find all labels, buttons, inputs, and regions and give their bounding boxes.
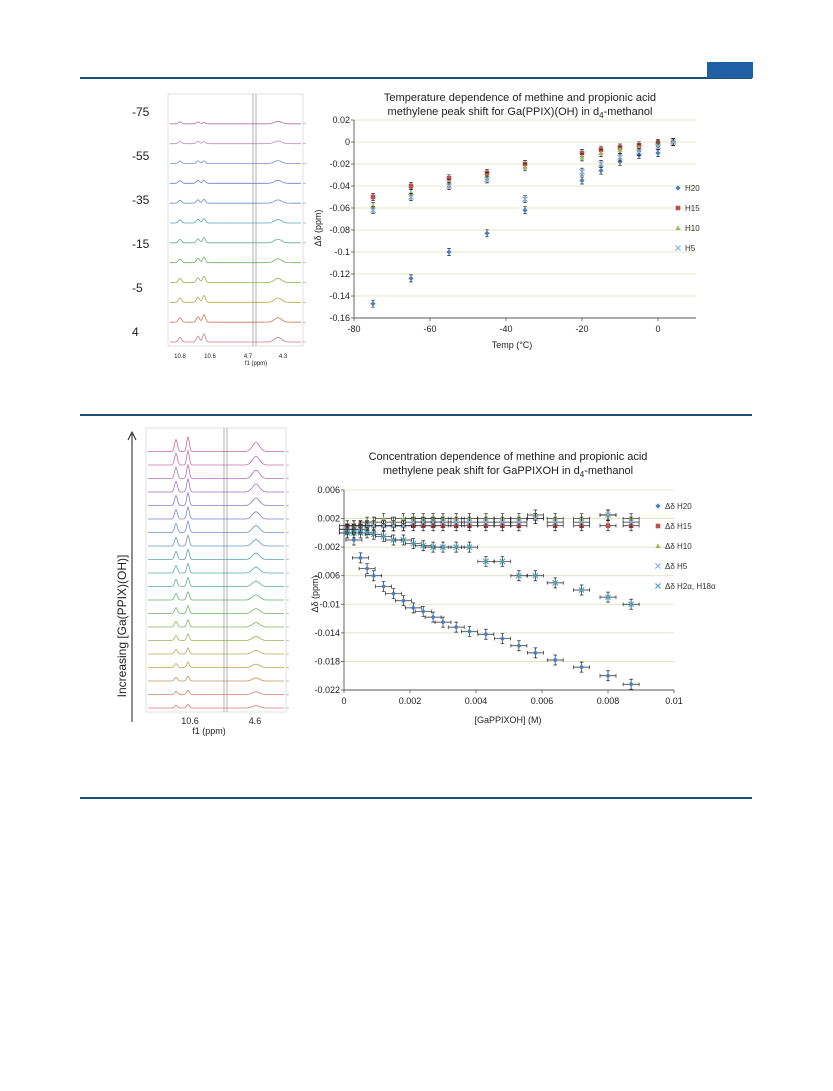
spectrum-trace: [170, 180, 301, 183]
data-point: [598, 168, 603, 173]
y-tick-label: -0.12: [329, 269, 350, 279]
spectrum-trace: [170, 141, 301, 144]
data-point: [655, 150, 660, 155]
temperature-chart: [310, 88, 730, 358]
data-point: [371, 195, 376, 200]
y-tick-label: -0.14: [329, 291, 350, 301]
y-tick-label: -0.1: [334, 247, 350, 257]
data-point: [579, 155, 584, 160]
y-tick-label: -0.022: [314, 685, 340, 695]
legend-label: H15: [685, 204, 700, 213]
spectrum-trace: [170, 238, 301, 243]
legend-label: H10: [685, 224, 700, 233]
spectrum-trace: [148, 437, 284, 452]
temperature-label: -55: [132, 149, 150, 163]
spectrum-trace: [148, 563, 284, 573]
legend-label: Δδ H5: [665, 562, 688, 571]
spectrum-trace: [148, 521, 284, 532]
x-tick-label: -60: [423, 324, 437, 334]
data-point: [446, 249, 451, 254]
legend-marker: [656, 524, 661, 529]
data-point: [605, 673, 610, 678]
data-point: [408, 276, 413, 281]
legend-marker: [675, 225, 680, 230]
chart2-ylabel: Δδ (ppm): [310, 575, 320, 613]
legend-marker: [655, 563, 660, 568]
spectrum-trace: [148, 535, 284, 546]
nmr-spectra-concentration: [108, 426, 298, 766]
data-point: [484, 231, 489, 236]
spectrum-trace: [148, 578, 284, 587]
x-tick-label: 0.002: [398, 696, 422, 706]
spectrum-trace: [148, 592, 284, 600]
data-point: [579, 178, 584, 183]
series-4: [370, 139, 675, 214]
data-point: [381, 584, 386, 589]
data-point: [358, 555, 363, 560]
spectrum-trace: [148, 648, 284, 654]
data-point: [440, 620, 445, 625]
x-tick-label: 0: [655, 324, 661, 334]
x-tick-label: 0.006: [530, 696, 554, 706]
spectra-axis-label: f1 (ppm): [192, 726, 226, 736]
page-corner-block: [707, 62, 753, 78]
spectrum-trace: [148, 662, 284, 667]
chart1-title-sub: 4: [599, 111, 604, 120]
chart2-title-line1: Concentration dependence of methine and propionic acid: [368, 451, 648, 463]
spectrum-trace: [170, 161, 301, 164]
spectrum-trace: [170, 199, 301, 203]
temperature-label: -15: [132, 237, 150, 251]
concentration-chart: [300, 448, 740, 728]
spectrum-trace: [170, 315, 301, 323]
spectrum-trace: [170, 219, 301, 224]
legend-marker: [676, 206, 681, 211]
chart2-title-tail: -methanol: [584, 465, 634, 477]
chart1-title-line1: Temperature dependence of methine and propionic acid: [383, 92, 657, 104]
spectrum-trace: [170, 276, 301, 282]
chart2-title-sub: 4: [579, 470, 585, 479]
chart1-xlabel: Temp (°C): [491, 340, 533, 350]
spectra-frame: [146, 428, 286, 712]
y-tick-label: 0.006: [317, 485, 340, 495]
spectrum-trace: [148, 676, 284, 681]
data-point: [533, 650, 538, 655]
spectrum-trace: [148, 465, 284, 479]
spectra-frame: [168, 94, 303, 346]
y-tick-label: -0.01: [319, 599, 340, 610]
x-tick-label: 0: [341, 696, 347, 706]
temperature-label: 4: [132, 325, 139, 339]
data-point: [516, 643, 521, 648]
spectrum-trace: [148, 507, 284, 519]
bottom-rule: [80, 797, 752, 799]
x-tick-label: -40: [499, 324, 513, 334]
y-tick-label: 0.02: [332, 115, 350, 125]
legend-label: Δδ H15: [665, 522, 692, 531]
legend-marker: [655, 503, 660, 508]
chart1-title-tail: -methanol: [603, 106, 653, 118]
series-1: [339, 528, 639, 689]
data-point: [431, 615, 436, 620]
data-point: [401, 598, 406, 603]
spectra-axis-tick: 4.6: [248, 716, 262, 726]
data-point: [500, 636, 505, 641]
spectrum-trace: [148, 549, 284, 559]
data-point: [391, 591, 396, 596]
temperature-label: -75: [132, 105, 150, 119]
x-tick-label: 0.008: [596, 696, 620, 706]
legend-marker: [655, 583, 660, 588]
y-tick-label: -0.08: [329, 225, 350, 235]
x-tick-label: -20: [575, 324, 589, 334]
x-tick-label: 0.01: [665, 696, 683, 706]
y-tick-label: -0.02: [329, 159, 350, 169]
y-tick-label: -0.014: [314, 627, 340, 638]
chart1-ylabel: Δδ (ppm): [313, 209, 323, 247]
y-tick-label: -0.006: [314, 570, 340, 581]
y-tick-label: -0.16: [329, 313, 350, 323]
temperature-label: -35: [132, 193, 150, 207]
y-tick-label: 0.002: [317, 513, 340, 524]
spectrum-trace: [148, 451, 284, 465]
chart1-title-line2-main: methylene peak shift for Ga(PPIX)(OH) in d: [387, 106, 600, 118]
middle-rule: [80, 414, 752, 416]
y-tick-label: -0.04: [329, 181, 350, 191]
chart2-xlabel: [GaPPIXOH] (M): [474, 715, 542, 725]
data-point: [606, 523, 611, 528]
spectra-axis-label: f1 (ppm): [244, 361, 268, 367]
spectrum-trace: [170, 257, 301, 263]
legend-marker: [675, 245, 680, 250]
spectrum-trace: [148, 704, 284, 708]
spectrum-trace: [148, 620, 284, 627]
legend-label: Δδ H2α, H18α: [665, 582, 716, 591]
spectra-axis-tick: 10.6: [181, 716, 199, 726]
spectrum-trace: [148, 493, 284, 506]
data-point: [409, 184, 414, 189]
legend-label: Δδ H10: [665, 542, 692, 551]
data-point: [370, 301, 375, 306]
data-point: [454, 625, 459, 630]
series-2: [371, 139, 676, 201]
legend-label: H20: [685, 184, 700, 193]
data-point: [629, 682, 634, 687]
increasing-concentration-label: Increasing [Ga(PPIX)(OH)]: [115, 554, 129, 698]
spectrum-trace: [148, 634, 284, 641]
spectrum-trace: [170, 121, 301, 124]
spectra-axis-tick: 4.7: [243, 354, 253, 360]
series-5: [339, 528, 639, 609]
spectrum-trace: [170, 334, 301, 342]
legend-label: Δδ H20: [665, 502, 692, 511]
temperature-label: -5: [132, 281, 143, 295]
spectrum-trace: [148, 606, 284, 614]
legend-marker: [655, 543, 660, 548]
chart1-title-line2: [388, 106, 653, 120]
data-point: [365, 566, 370, 571]
y-tick-label: -0.06: [329, 203, 350, 213]
y-tick-label: -0.018: [314, 656, 340, 667]
y-tick-label: -0.002: [314, 542, 340, 553]
data-point: [579, 665, 584, 670]
legend-label: H5: [685, 244, 696, 253]
chart2-title-line2-main: methylene peak shift for GaPPIXOH in d: [382, 465, 580, 477]
spectrum-trace: [170, 295, 301, 302]
spectra-axis-tick: 4.3: [278, 354, 288, 360]
x-tick-label: -80: [347, 324, 361, 334]
data-point: [371, 573, 376, 578]
spectrum-trace: [148, 690, 284, 694]
spectra-axis-tick: 10.6: [204, 354, 216, 360]
spectra-axis-tick: 10.8: [174, 354, 186, 360]
top-rule: [80, 77, 752, 79]
series-3: [370, 139, 675, 210]
y-tick-label: 0: [344, 137, 350, 147]
x-tick-label: 0.004: [464, 696, 488, 706]
spectrum-trace: [148, 479, 284, 492]
nmr-spectra-temperature: [100, 92, 310, 382]
chart2-title-line2: [383, 465, 633, 479]
